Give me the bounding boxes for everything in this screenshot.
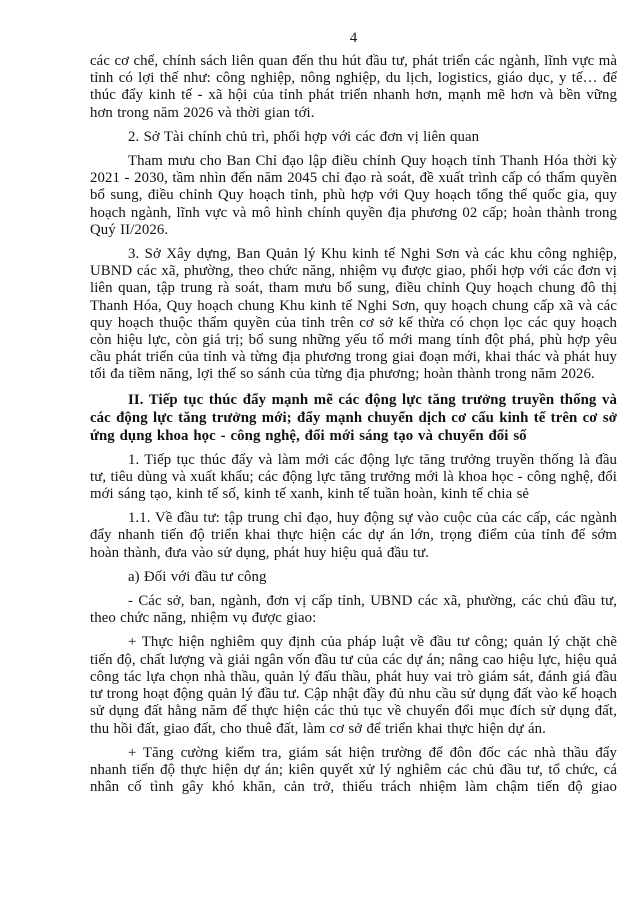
- dash-item: - Các sở, ban, ngành, đơn vị cấp tỉnh, UBND các xã, phường, các chủ đầu tư, theo chức năng, nhiệm vụ được giao:: [90, 593, 617, 627]
- section-II-item-1-1: 1.1. Về đầu tư: tập trung chỉ đạo, huy động sự vào cuộc của các cấp, các ngành đẩy nhanh tiến độ triển khai thực hiện các dự án lớn, trọng điểm của tỉnh để sớm hoàn thành, đưa vào sử dụng, phát huy hiệu quả đầu tư.: [90, 510, 617, 561]
- page-number: 4: [349, 30, 358, 46]
- section-II-heading: II. Tiếp tục thúc đẩy mạnh mẽ các động lực tăng trưởng truyền thống và các động lực tăng trưởng mới; đẩy mạnh chuyển dịch cơ cấu kinh tế trên cơ sở ứng dụng khoa học - công nghệ, đổi mới sáng tạo và chuyển đổi số: [90, 391, 617, 444]
- section-II-item-1: 1. Tiếp tục thúc đẩy và làm mới các động lực tăng trưởng truyền thống là đầu tư, tiêu dùng và xuất khẩu; các động lực tăng trưởng mới là khoa học - công nghệ, đổi mới sáng tạo, kinh tế số, kinh tế xanh, kinh tế tuần hoàn, kinh tế chia sẻ: [90, 451, 617, 503]
- item-2-heading: 2. Sở Tài chính chủ trì, phối hợp với các đơn vị liên quan: [128, 128, 480, 145]
- document-body: [90, 53, 617, 796]
- continuation-paragraph: các cơ chế, chính sách liên quan đến thu hút đầu tư, phát triển các ngành, lĩnh vực mà tỉnh có lợi thế như: công nghiệp, nông nghiệp, du lịch, logistics, giáo dục, y tế… để thúc đẩy kinh tế - xã hội của tỉnh phát triển nhanh hơn, mạnh mẽ hơn và bền vững hơn trong năm 2026 và thời gian tới.: [90, 53, 617, 121]
- point-a-heading: a) Đối với đầu tư công: [128, 568, 267, 585]
- plus-item-2: + Tăng cường kiểm tra, giám sát hiện trường để đôn đốc các nhà thầu đẩy nhanh tiến độ thực hiện dự án; kiên quyết xử lý nghiêm các chủ đầu tư, tổ chức, cá nhân cố tình gây khó khăn, cản trở, thiếu trách nhiệm làm chậm tiến độ giao: [90, 744, 617, 796]
- item-2-body: Tham mưu cho Ban Chỉ đạo lập điều chỉnh Quy hoạch tỉnh Thanh Hóa thời kỳ 2021 - 2030, tầm nhìn đến năm 2045 chỉ đạo rà soát, đề xuất trình cấp có thẩm quyền bổ sung, điều chỉnh Quy hoạch tỉnh, phù hợp với Quy hoạch tổng thể quốc gia, quy hoạch ngành, lĩnh vực và mô hình chính quyền địa phương 02 cấp; hoàn thành trong Quý II/2026.: [90, 153, 617, 238]
- plus-item-1: + Thực hiện nghiêm quy định của pháp luật về đầu tư công; quản lý chặt chẽ tiến độ, chất lượng và giải ngân vốn đầu tư của các dự án; nâng cao hiệu lực, hiệu quả công tác lựa chọn nhà thầu, quản lý đấu thầu, phát huy vai trò giám sát, đánh giá đầu tư trong hoạt động quản lý đầu tư. Cập nhật đầy đủ nhu cầu sử dụng đất vào kế hoạch sử dụng đất hằng năm để thực hiện các thủ tục về chuyển đổi mục đích sử dụng đất, thu hồi đất, giao đất, cho thuê đất, làm cơ sở để triển khai thực hiện dự án.: [90, 634, 617, 737]
- item-3-body: 3. Sở Xây dựng, Ban Quản lý Khu kinh tế Nghi Sơn và các khu công nghiệp, UBND các xã, phường, theo chức năng, nhiệm vụ được giao, phối hợp với các đơn vị liên quan, tập trung rà soát, tham mưu bổ sung, điều chỉnh Quy hoạch chung đô thị Thanh Hóa, Quy hoạch chung Khu kinh tế Nghi Sơn, quy hoạch chung cấp xã và các quy hoạch thuộc thẩm quyền của tỉnh trên cơ sở kế thừa có chọn lọc các quy hoạch còn hiệu lực, còn giá trị; bổ sung những yếu tố mới mang tính đột phá, phù hợp yêu cầu phát triển của tỉnh và từng địa phương trong giai đoạn mới, khai thác và phát huy tối đa tiềm năng, lợi thế so sánh của từng địa phương; hoàn thành trong năm 2026.: [90, 246, 617, 383]
